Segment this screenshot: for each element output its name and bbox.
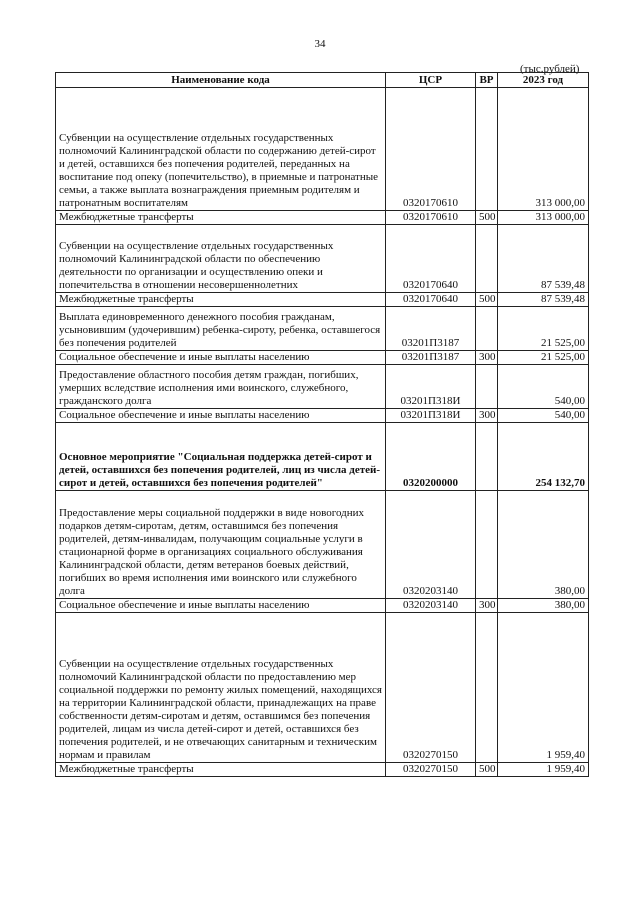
row-amount-cell: 87 539,48 bbox=[498, 225, 589, 293]
table-row bbox=[56, 613, 589, 763]
row-vr-cell bbox=[476, 613, 498, 763]
row-csr-cell: 0320170640 bbox=[386, 293, 476, 307]
header-amount: 2023 год bbox=[498, 73, 589, 88]
row-name-cell: Основное мероприятие "Социальная поддержка детей-сирот и детей, оставшихся без попечения родителей, лиц из числа детей-сирот и детей, оставшихся без попечения родителей" bbox=[56, 423, 386, 491]
table-row bbox=[56, 409, 589, 423]
row-csr-cell: 03201П318И bbox=[386, 409, 476, 423]
unit-note: (тыс.рублей) bbox=[520, 63, 580, 75]
page-number: 34 bbox=[314, 38, 326, 50]
row-amount-cell: 380,00 bbox=[498, 491, 589, 599]
table-row bbox=[56, 293, 589, 307]
row-vr-cell bbox=[476, 307, 498, 351]
row-name-cell: Выплата единовременного денежного пособия гражданам, усыновившим (удочерившим) ребенка-сироту, ребенка, оставшегося без попечения родителей bbox=[56, 307, 386, 351]
row-csr-cell: 03201П3187 bbox=[386, 307, 476, 351]
row-csr-cell: 0320203140 bbox=[386, 599, 476, 613]
row-amount-cell: 87 539,48 bbox=[498, 293, 589, 307]
row-vr-cell: 300 bbox=[476, 409, 498, 423]
row-vr-cell: 500 bbox=[476, 211, 498, 225]
row-amount-cell: 21 525,00 bbox=[498, 351, 589, 365]
row-name-cell: Предоставление меры социальной поддержки в виде новогодних подарков детям-сиротам, детям, оставшимся без попечения родителей, детям-инвалидам, получающим социальные услуги в стационарной форме в организациях социального обслуживания Калининградской области, детям ветеранов боевых действий, погибших во время исполнения ими воинского или служебного долга bbox=[56, 491, 386, 599]
row-amount-cell: 540,00 bbox=[498, 365, 589, 409]
row-csr-cell: 0320170610 bbox=[386, 211, 476, 225]
row-vr-cell bbox=[476, 88, 498, 211]
row-amount-cell: 313 000,00 bbox=[498, 211, 589, 225]
row-csr-cell: 0320270150 bbox=[386, 763, 476, 777]
table-row bbox=[56, 88, 589, 211]
row-amount-cell: 1 959,40 bbox=[498, 613, 589, 763]
row-name-cell: Межбюджетные трансферты bbox=[56, 211, 386, 225]
row-vr-cell bbox=[476, 365, 498, 409]
header-csr: ЦСР bbox=[386, 73, 476, 88]
row-csr-cell: 0320170610 bbox=[386, 88, 476, 211]
header-name: Наименование кода bbox=[56, 73, 386, 88]
row-csr-cell: 0320170640 bbox=[386, 225, 476, 293]
row-name-cell: Социальное обеспечение и иные выплаты населению bbox=[56, 351, 386, 365]
row-csr-cell: 03201П3187 bbox=[386, 351, 476, 365]
row-csr-cell: 0320203140 bbox=[386, 491, 476, 599]
table-row bbox=[56, 351, 589, 365]
table-row bbox=[56, 423, 589, 491]
table-row bbox=[56, 225, 589, 293]
row-vr-cell: 300 bbox=[476, 351, 498, 365]
row-vr-cell bbox=[476, 423, 498, 491]
row-name-cell: Субвенции на осуществление отдельных государственных полномочий Калининградской области по обеспечению деятельности по организации и осуществлению опеки и попечительства в отношении несовершеннолетних bbox=[56, 225, 386, 293]
row-csr-cell: 0320200000 bbox=[386, 423, 476, 491]
table-row bbox=[56, 763, 589, 777]
row-name-cell: Субвенции на осуществление отдельных государственных полномочий Калининградской области по содержанию детей-сирот и детей, оставшихся без попечения родителей, переданных на воспитание под опеку (попечительство), в приемные и патронатные семьи, а также выплата вознаграждения приемным родителям и патронатным воспитателям bbox=[56, 88, 386, 211]
row-amount-cell: 1 959,40 bbox=[498, 763, 589, 777]
table-header-row bbox=[56, 73, 589, 88]
row-amount-cell: 254 132,70 bbox=[498, 423, 589, 491]
row-name-cell: Социальное обеспечение и иные выплаты населению bbox=[56, 409, 386, 423]
table-row bbox=[56, 307, 589, 351]
row-name-cell: Субвенции на осуществление отдельных государственных полномочий Калининградской области по предоставлению мер социальной поддержки по ремонту жилых помещений, находящихся на территории Калининградской области, принадлежащих на праве собственности детям-сиротам и детям, оставшимся без попечения родителей, лицам из числа детей-сирот и детей, оставшихся без попечения родителей, и не отвечающих санитарным и техническим нормам и правилам bbox=[56, 613, 386, 763]
row-amount-cell: 21 525,00 bbox=[498, 307, 589, 351]
row-vr-cell bbox=[476, 225, 498, 293]
row-vr-cell: 500 bbox=[476, 293, 498, 307]
row-name-cell: Межбюджетные трансферты bbox=[56, 763, 386, 777]
row-amount-cell: 380,00 bbox=[498, 599, 589, 613]
row-csr-cell: 03201П318И bbox=[386, 365, 476, 409]
table-row bbox=[56, 211, 589, 225]
header-vr: ВР bbox=[476, 73, 498, 88]
table-row bbox=[56, 491, 589, 599]
row-name-cell: Предоставление областного пособия детям граждан, погибших, умерших вследствие исполнения ими воинского, служебного, гражданского долга bbox=[56, 365, 386, 409]
table-row bbox=[56, 599, 589, 613]
row-csr-cell: 0320270150 bbox=[386, 613, 476, 763]
budget-table bbox=[55, 72, 589, 777]
row-vr-cell: 500 bbox=[476, 763, 498, 777]
row-vr-cell bbox=[476, 491, 498, 599]
table-row bbox=[56, 365, 589, 409]
row-amount-cell: 313 000,00 bbox=[498, 88, 589, 211]
row-amount-cell: 540,00 bbox=[498, 409, 589, 423]
row-name-cell: Межбюджетные трансферты bbox=[56, 293, 386, 307]
row-vr-cell: 300 bbox=[476, 599, 498, 613]
row-name-cell: Социальное обеспечение и иные выплаты населению bbox=[56, 599, 386, 613]
